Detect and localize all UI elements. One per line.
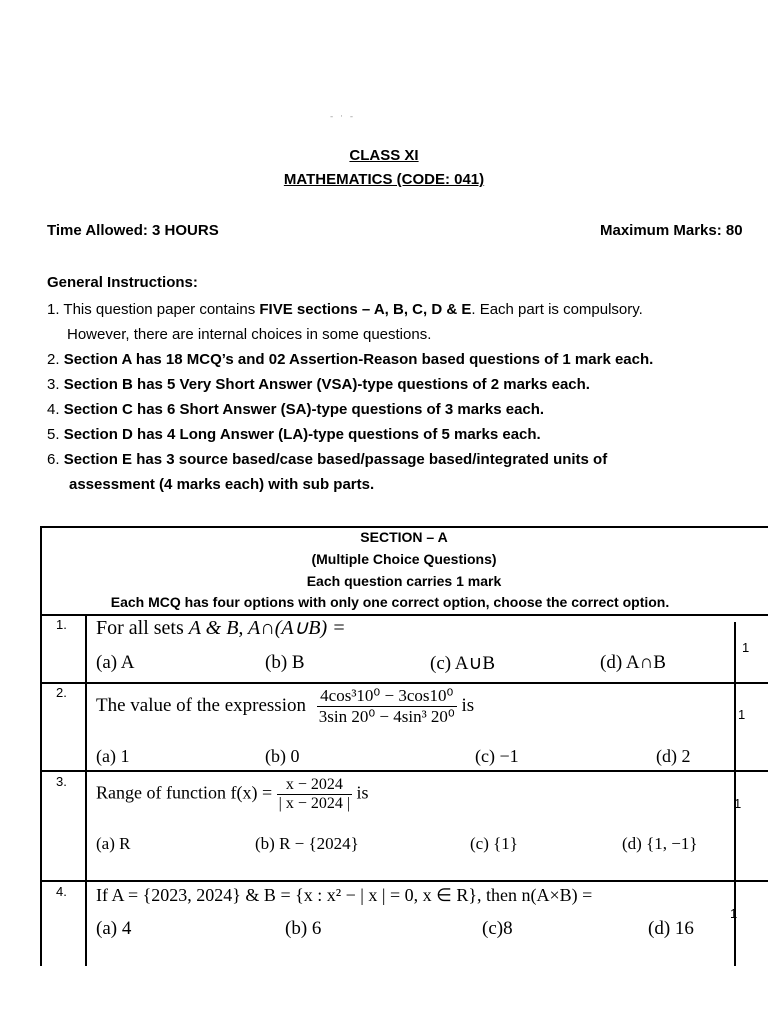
question-3-option-c: (c) {1} xyxy=(470,834,518,853)
row-2-border xyxy=(40,770,768,772)
instruction-3: 3. Section B has 5 Very Short Answer (VSA)-type questions of 2 marks each. xyxy=(47,376,590,393)
instructions-list xyxy=(47,297,765,497)
instruction-5: 5. Section D has 4 Long Answer (LA)-type questions of 5 marks each. xyxy=(47,426,541,443)
question-2-denominator: 3sin 20⁰ − 4sin³ 20⁰ xyxy=(318,707,455,726)
question-2-option-a: (a) 1 xyxy=(96,746,130,766)
question-3-marks: 1 xyxy=(734,796,742,811)
instruction-1-cont: However, there are internal choices in some questions. xyxy=(67,326,432,343)
question-1-option-d: (d) A∩B xyxy=(600,652,666,673)
subject-title: MATHEMATICS (CODE: 041) xyxy=(283,171,485,188)
question-2-marks: 1 xyxy=(738,707,746,722)
question-4-marks: 1 xyxy=(730,906,738,921)
question-4-text: If A = {2023, 2024} & B = {x : x² − | x | = 0, x ∈ R}, then n(A×B) = xyxy=(96,885,593,905)
section-title: SECTION – A xyxy=(360,529,448,545)
section-a-table xyxy=(40,526,768,966)
question-1-marks: 1 xyxy=(742,640,750,655)
question-2-option-d: (d) 2 xyxy=(656,746,691,766)
question-2-numerator: 4cos³10⁰ − 3cos10⁰ xyxy=(317,686,457,707)
instruction-4: 4. Section C has 6 Short Answer (SA)-type questions of 3 marks each. xyxy=(47,401,545,418)
question-3-option-a: (a) R xyxy=(96,834,131,853)
question-4-option-b: (b) 6 xyxy=(285,918,322,939)
question-1-option-a: (a) A xyxy=(96,652,135,673)
question-2-number: 2. xyxy=(56,685,67,700)
num-column-border xyxy=(85,614,87,966)
section-marks-note: Each question carries 1 mark xyxy=(306,573,502,589)
instruction-1: 1. This question paper contains FIVE sections – A, B, C, D & E. Each part is compulsory. xyxy=(47,301,643,318)
class-title: CLASS XI xyxy=(349,147,419,164)
question-3-numerator: x − 2024 xyxy=(277,776,352,795)
question-3-option-d: (d) {1, −1} xyxy=(622,834,698,853)
scan-speck: - · - xyxy=(330,112,356,122)
question-2-option-c: (c) −1 xyxy=(475,746,519,766)
question-4-number: 4. xyxy=(56,884,67,899)
question-1-number: 1. xyxy=(56,617,67,632)
instruction-6-cont: assessment (4 marks each) with sub parts. xyxy=(69,476,375,493)
question-2-option-b: (b) 0 xyxy=(265,746,300,766)
row-1-border xyxy=(40,682,768,684)
question-2-text: The value of the expression $\frac{\text{4cos³10⁰ − 3cos10⁰}}{\text{3sin 20⁰ − 4sin³ 20⁰}}$ is xyxy=(96,686,475,726)
section-mcq-note: Each MCQ has four options with only one correct option, choose the correct option. xyxy=(110,594,670,610)
question-2-fraction xyxy=(317,686,457,727)
question-3-option-b: (b) R − {2024} xyxy=(255,834,359,853)
question-1-option-c: (c) A∪B xyxy=(430,653,496,674)
row-3-border xyxy=(40,880,768,882)
question-3-fraction xyxy=(277,776,352,813)
instructions-heading: General Instructions: xyxy=(47,274,198,291)
instruction-6: 6. Section E has 3 source based/case based/passage based/integrated units of xyxy=(47,451,608,468)
section-subtitle: (Multiple Choice Questions) xyxy=(311,551,497,567)
question-3-number: 3. xyxy=(56,774,67,789)
maximum-marks: Maximum Marks: 80 xyxy=(600,222,743,239)
question-4-option-a: (a) 4 xyxy=(96,918,132,939)
question-4-option-c: (c)8 xyxy=(482,918,513,939)
question-4-option-d: (d) 16 xyxy=(648,918,694,939)
question-1-option-b: (b) B xyxy=(265,652,305,673)
time-allowed: Time Allowed: 3 HOURS xyxy=(47,222,219,239)
question-1-text: For all sets A & B, A∩(A∪B) = xyxy=(96,617,346,639)
question-3-text: Range of function f(x) = $\frac{x - 2024}{| x - 2024 |}$ is xyxy=(96,776,369,812)
question-3-denominator: | x − 2024 | xyxy=(278,795,351,812)
instruction-2: 2. Section A has 18 MCQ’s and 02 Assertion-Reason based questions of 1 mark each. xyxy=(47,351,654,368)
